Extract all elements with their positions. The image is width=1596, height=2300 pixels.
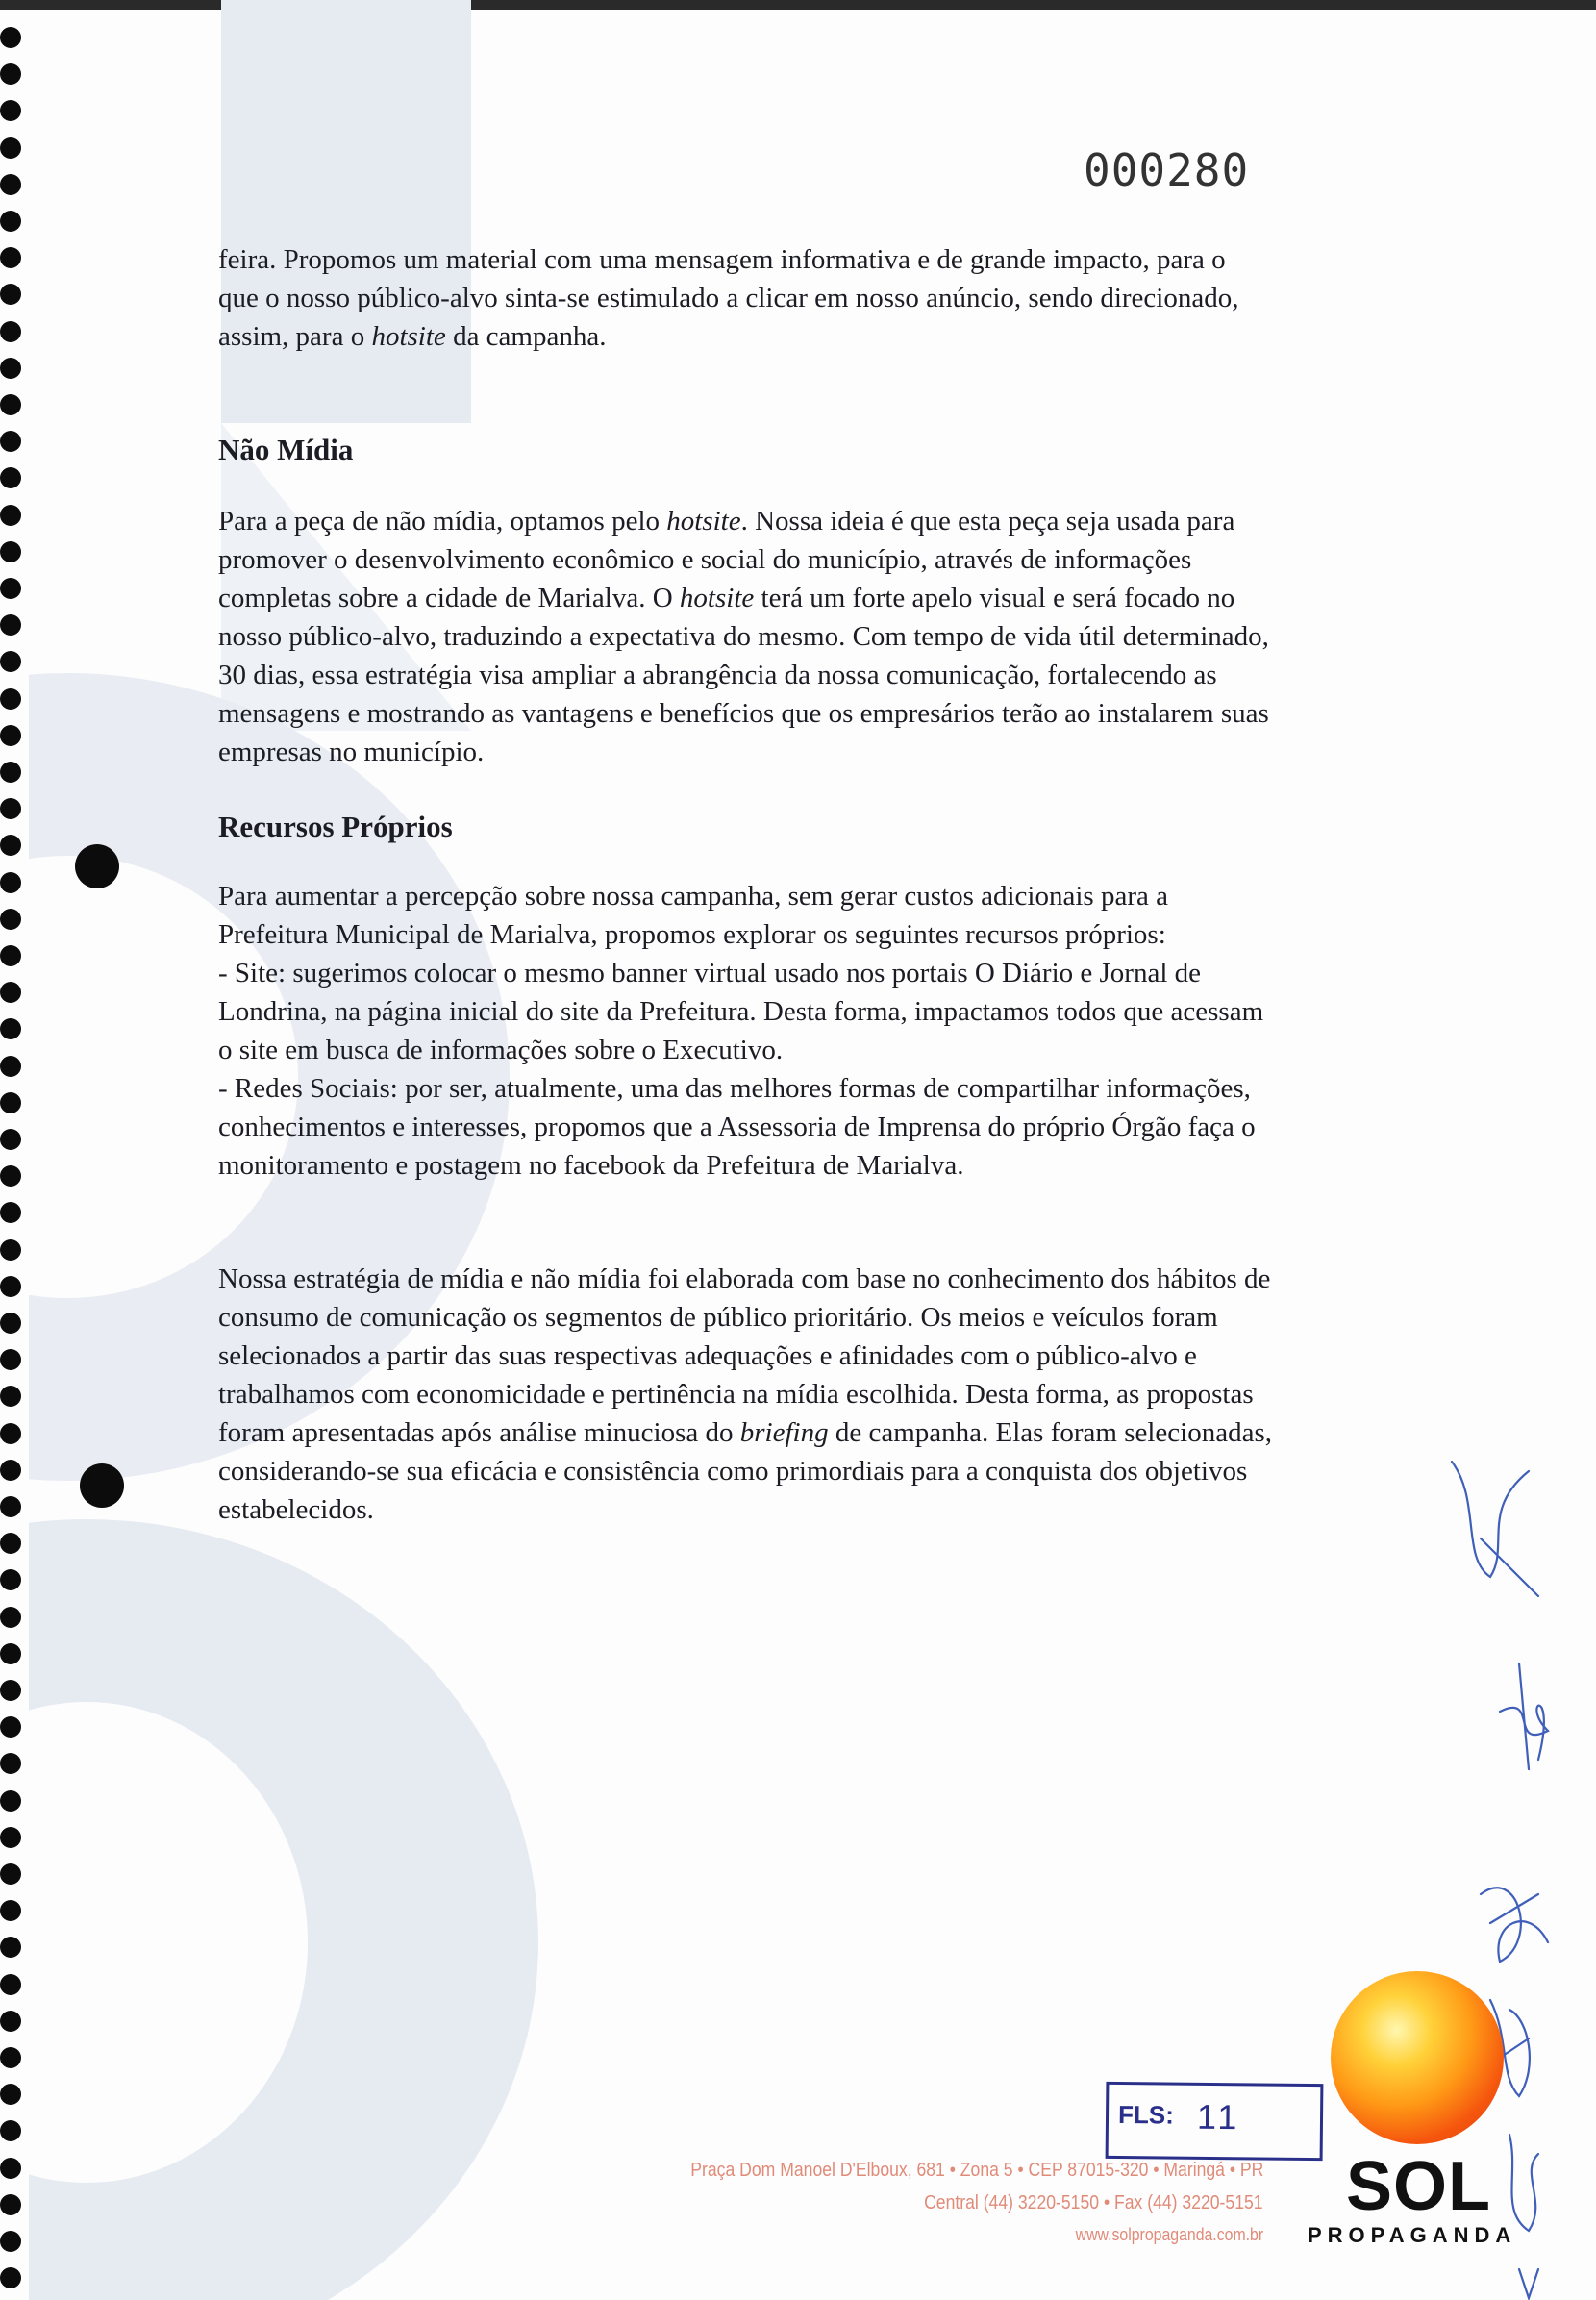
- binding-hole: [0, 284, 21, 305]
- binding-hole: [0, 872, 21, 893]
- text-line: promover o desenvolvimento econômico e social do município, através de informações: [218, 544, 1192, 575]
- text-line: selecionados a partir das suas respectivas adequações e afinidades com o público-alvo e: [218, 1340, 1197, 1371]
- sol-logo-sun-icon: [1331, 1971, 1504, 2144]
- section-heading-recursos-proprios: Recursos Próprios: [218, 810, 453, 843]
- binding-hole: [0, 1680, 21, 1701]
- fls-value: 11: [1196, 2096, 1241, 2138]
- text-line: Prefeitura Municipal de Marialva, propomos explorar os seguintes recursos próprios:: [218, 919, 1166, 950]
- binding-hole: [0, 1607, 21, 1628]
- binding-hole: [0, 798, 21, 819]
- binding-hole: [0, 1790, 21, 1812]
- binding-hole: [0, 174, 21, 195]
- text-line: o site em busca de informações sobre o Executivo.: [218, 1035, 784, 1065]
- binding-hole: [0, 1129, 21, 1150]
- text-line: conhecimentos e interesses, propomos que a Assessoria de Imprensa do próprio Órgão faça o: [218, 1112, 1256, 1142]
- paragraph-nao-midia: [218, 502, 1434, 771]
- logo-subtitle: PROPAGANDA: [1308, 2223, 1517, 2247]
- text-line: assim, para o hotsite da campanha.: [218, 321, 607, 352]
- binding-hole: [0, 467, 21, 488]
- footer-website: www.solpropaganda.com.br: [1075, 2225, 1263, 2244]
- binding-hole: [0, 27, 21, 48]
- binding-hole: [0, 541, 21, 562]
- binding-hole: [0, 63, 21, 85]
- binding-hole: [0, 688, 21, 710]
- binding-hole: [0, 394, 21, 415]
- binding-hole: [0, 2120, 21, 2141]
- binding-hole: [0, 247, 21, 268]
- binding-hole: [0, 505, 21, 526]
- section-heading-nao-midia: Não Mídia: [218, 433, 354, 466]
- binding-hole: [0, 1202, 21, 1223]
- binding-hole: [0, 1239, 21, 1261]
- binding-hole: [0, 578, 21, 599]
- binding-hole: [0, 725, 21, 746]
- binding-hole: [0, 2047, 21, 2068]
- binding-hole: [0, 138, 21, 159]
- binding-hole: [0, 1533, 21, 1554]
- binding-hole: [0, 431, 21, 452]
- binding-holes: [0, 0, 29, 2300]
- text-line: monitoramento e postagem no facebook da Prefeitura de Marialva.: [218, 1150, 964, 1181]
- binding-hole: [0, 100, 21, 121]
- binding-hole: [0, 2231, 21, 2252]
- footer-address: Praça Dom Manoel D'Elboux, 681 • Zona 5 • CEP 87015-320 • Maringá • PR: [689, 2160, 1263, 2181]
- paragraph-intro: [218, 240, 1434, 356]
- binding-hole: [0, 1716, 21, 1738]
- text-line: Para a peça de não mídia, optamos pelo hotsite. Nossa ideia é que esta peça seja usada para: [218, 506, 1235, 537]
- text-line: nosso público-alvo, traduzindo a expectativa do mesmo. Com tempo de vida útil determinado,: [218, 621, 1269, 652]
- binding-hole: [0, 762, 21, 783]
- text-line: trabalhamos com economicidade e pertinência na mídia escolhida. Desta forma, as propostas: [218, 1379, 1254, 1410]
- binding-hole: [0, 2084, 21, 2105]
- text-line: consumo de comunicação os segmentos de público prioritário. Os meios e veículos foram: [218, 1302, 1218, 1333]
- text-line: Nossa estratégia de mídia e não mídia foi elaborada com base no conhecimento dos hábitos de: [218, 1263, 1271, 1294]
- binding-hole: [0, 1863, 21, 1885]
- text-line: completas sobre a cidade de Marialva. O hotsite terá um forte apelo visual e será focado no: [218, 583, 1235, 613]
- binding-hole: [0, 614, 21, 636]
- binding-hole: [0, 1937, 21, 1958]
- text-line: foram apresentadas após análise minuciosa do briefing de campanha. Elas foram selecionadas,: [218, 1417, 1272, 1448]
- text-line: empresas no município.: [218, 737, 485, 767]
- binding-hole: [0, 1018, 21, 1039]
- paragraph-recursos-proprios: [218, 877, 1434, 1185]
- binding-hole: [0, 211, 21, 232]
- logo-name: SOL: [1346, 2148, 1492, 2225]
- binding-hole: [0, 1974, 21, 1995]
- binding-hole: [0, 1496, 21, 1517]
- binding-hole: [0, 909, 21, 930]
- binding-hole: [0, 2267, 21, 2288]
- binding-hole: [0, 651, 21, 672]
- binding-hole: [0, 1423, 21, 1444]
- binding-hole: [0, 1165, 21, 1187]
- text-line: - Redes Sociais: por ser, atualmente, uma das melhores formas de compartilhar informações,: [218, 1073, 1251, 1104]
- text-line: - Site: sugerimos colocar o mesmo banner virtual usado nos portais O Diário e Jornal de: [218, 958, 1202, 988]
- binding-hole: [0, 1753, 21, 1774]
- binding-hole: [0, 1092, 21, 1113]
- binding-hole: [0, 1349, 21, 1370]
- binding-hole: [0, 321, 21, 342]
- binding-hole: [0, 1386, 21, 1407]
- punch-hole-bottom: [80, 1463, 124, 1508]
- footer-phones: Central (44) 3220-5150 • Fax (44) 3220-5151: [924, 2192, 1263, 2213]
- binding-hole: [0, 1827, 21, 1848]
- binding-hole: [0, 1312, 21, 1334]
- paragraph-estrategia: [218, 1260, 1434, 1529]
- text-line: 30 dias, essa estratégia visa ampliar a abrangência da nossa comunicação, fortalecendo as: [218, 660, 1217, 690]
- text-line: que o nosso público-alvo sinta-se estimulado a clicar em nosso anúncio, sendo direcionado,: [218, 283, 1239, 313]
- binding-hole: [0, 1056, 21, 1077]
- text-line: considerando-se sua eficácia e consistência como primordiais para a conquista dos objetivos: [218, 1456, 1248, 1487]
- fls-stamp: [1106, 2082, 1324, 2161]
- binding-hole: [0, 2158, 21, 2179]
- text-line: feira. Propomos um material com uma mensagem informativa e de grande impacto, para o: [218, 244, 1226, 275]
- binding-hole: [0, 1569, 21, 1590]
- fls-label: FLS:: [1117, 2099, 1174, 2130]
- text-line: Londrina, na página inicial do site da Prefeitura. Desta forma, impactamos todos que acessam: [218, 996, 1264, 1027]
- text-line: Para aumentar a percepção sobre nossa campanha, sem gerar custos adicionais para a: [218, 881, 1168, 912]
- binding-hole: [0, 1460, 21, 1481]
- binding-hole: [0, 358, 21, 379]
- binding-hole: [0, 1643, 21, 1664]
- document-number: 000280: [1084, 144, 1250, 196]
- binding-hole: [0, 1276, 21, 1297]
- text-line: mensagens e mostrando as vantagens e benefícios que os empresários terão ao instalarem suas: [218, 698, 1269, 729]
- binding-hole: [0, 835, 21, 856]
- punch-hole-top: [75, 844, 119, 888]
- binding-hole: [0, 2011, 21, 2032]
- binding-hole: [0, 2194, 21, 2215]
- binding-hole: [0, 982, 21, 1003]
- text-line: estabelecidos.: [218, 1494, 374, 1525]
- binding-hole: [0, 1900, 21, 1921]
- binding-hole: [0, 945, 21, 966]
